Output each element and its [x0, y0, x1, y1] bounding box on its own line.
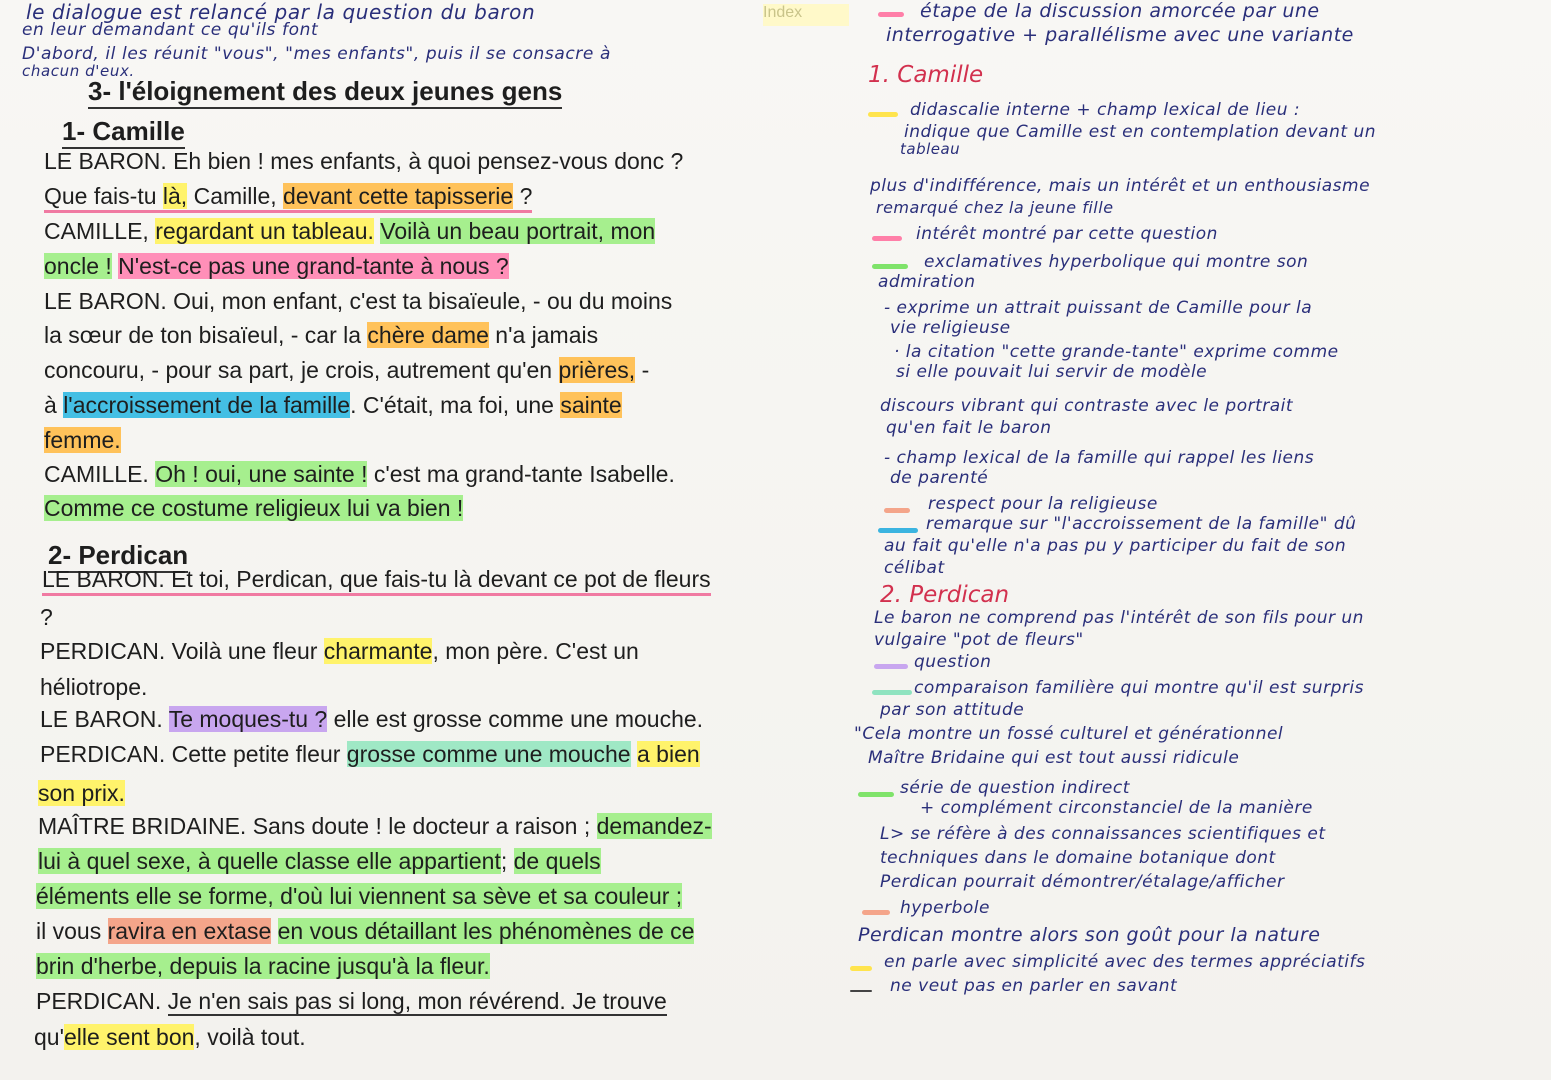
- legend-yellow-mark: [850, 966, 872, 971]
- highlight-pink: N'est-ce pas une grand-tante à nous ?: [118, 253, 509, 279]
- note-line: "Cela montre un fossé culturel et générationnel: [854, 724, 1284, 744]
- text-span: , voilà tout.: [194, 1024, 306, 1050]
- text-span: il vous: [36, 918, 108, 944]
- text-line: [40, 638, 639, 665]
- text-span: à: [44, 392, 64, 418]
- text-line: [38, 813, 712, 840]
- note-line: interrogative + parallélisme avec une variante: [886, 24, 1354, 46]
- text-span: elle est grosse comme une mouche.: [327, 706, 704, 732]
- note-line: étape de la discussion amorcée par une: [920, 0, 1320, 22]
- highlight-orange: femme.: [44, 427, 121, 453]
- highlight-green: de quels: [513, 848, 601, 874]
- subheading-perdican: 2- Perdican: [48, 540, 188, 573]
- highlight-yellow: elle sent bon: [63, 1024, 195, 1050]
- note-line: Perdican pourrait démontrer/étalage/afficher: [880, 872, 1285, 892]
- note-line: par son attitude: [880, 700, 1025, 720]
- text-line: [44, 461, 675, 488]
- legend-blue-mark: [878, 528, 918, 533]
- note-line: ne veut pas en parler en savant: [890, 976, 1178, 996]
- highlight-yellow: là,: [162, 183, 188, 209]
- text-span: Camille,: [187, 183, 284, 209]
- text-span: CAMILLE,: [44, 218, 156, 244]
- note-line: Perdican montre alors son goût pour la nature: [858, 924, 1321, 946]
- highlight-orange: chère dame: [367, 322, 489, 348]
- text-line: [38, 780, 125, 807]
- note-line: vulgaire "pot de fleurs": [874, 630, 1084, 650]
- note-line: - champ lexical de la famille qui rappel les liens: [884, 448, 1315, 468]
- legend-green-mark: [872, 264, 908, 269]
- text-span: c'est ma grand-tante Isabelle.: [367, 461, 675, 487]
- text-span: n'a jamais: [488, 322, 599, 348]
- highlight-green: en vous détaillant les phénomènes de ce: [277, 918, 695, 944]
- note-line: de parenté: [890, 468, 989, 488]
- highlight-green: demandez-: [596, 813, 712, 839]
- note-line: + complément circonstanciel de la manière: [920, 798, 1313, 818]
- text-span: MAÎTRE BRIDAINE. Sans doute ! le docteur a raison ;: [38, 813, 597, 839]
- top-note-1: le dialogue est relancé par la question du baron: [26, 0, 536, 24]
- text-line: [44, 357, 649, 384]
- text-line: [44, 392, 622, 419]
- notes-heading-perdican: 2. Perdican: [880, 582, 1010, 608]
- legend-pink-mark: [878, 12, 904, 17]
- text-span: la sœur de ton bisaïeul, - car la: [44, 322, 368, 348]
- note-line: hyperbole: [900, 898, 990, 918]
- note-line: admiration: [878, 272, 976, 292]
- note-line: si elle pouvait lui servir de modèle: [896, 362, 1208, 382]
- subheading-camille: 1- Camille: [62, 116, 185, 149]
- text-span: qu': [34, 1024, 64, 1050]
- legend-violet-mark: [874, 664, 908, 669]
- note-line: en parle avec simplicité avec des termes appréciatifs: [884, 952, 1366, 972]
- note-line: Le baron ne comprend pas l'intérêt de son fils pour un: [874, 608, 1364, 628]
- text-line: héliotrope.: [40, 674, 148, 700]
- section-title: 3- l'éloignement des deux jeunes gens: [88, 76, 562, 109]
- note-line: remarqué chez la jeune fille: [876, 198, 1114, 217]
- note-line: comparaison familière qui montre qu'il est surpris: [914, 678, 1364, 698]
- note-line: intérêt montré par cette question: [916, 224, 1218, 244]
- text-line: [36, 988, 667, 1015]
- text-span: [271, 918, 277, 944]
- note-line: - exprime un attrait puissant de Camille pour la: [884, 298, 1313, 318]
- text-span: ?: [513, 183, 533, 209]
- note-line: célibat: [884, 558, 945, 578]
- text-line: [44, 218, 655, 245]
- note-line: tableau: [900, 140, 961, 158]
- note-line: Maître Bridaine qui est tout aussi ridicule: [868, 748, 1240, 768]
- highlight-orange: sainte: [560, 392, 622, 418]
- highlight-yellow: a bien: [637, 741, 700, 767]
- note-line: indique que Camille est en contemplation devant un: [904, 122, 1376, 142]
- text-line: ?: [40, 604, 53, 630]
- highlight-yellow: charmante: [323, 638, 433, 664]
- highlight-green: Voilà un beau portrait, mon: [380, 218, 656, 244]
- highlight-green: Oh ! oui, une sainte !: [155, 461, 368, 487]
- text-line: [36, 918, 694, 945]
- text-line: [44, 183, 532, 213]
- handwritten-notes-column: [850, 0, 1551, 1080]
- highlight-green: oncle !: [44, 253, 112, 279]
- note-line: question: [914, 652, 992, 672]
- note-line: discours vibrant qui contraste avec le portrait: [880, 396, 1294, 416]
- text-line: [34, 1024, 306, 1051]
- highlight-green: brin d'herbe, depuis la racine jusqu'à la fleur.: [36, 953, 490, 979]
- note-line: L> se réfère à des connaissances scientifiques et: [880, 824, 1326, 844]
- legend-black-mark: [850, 990, 872, 992]
- note-line: qu'en fait le baron: [886, 418, 1052, 438]
- text-line: LE BARON. Eh bien ! mes enfants, à quoi pensez-vous donc ?: [44, 148, 684, 174]
- highlight-yellow: son prix.: [38, 780, 125, 806]
- top-note-4: chacun d'eux.: [22, 62, 135, 80]
- note-line: techniques dans le domaine botanique dont: [880, 848, 1276, 868]
- text-span: PERDICAN. Cette petite fleur: [40, 741, 347, 767]
- text-line: [44, 495, 463, 522]
- legend-green-mark: [858, 792, 894, 797]
- note-line: didascalie interne + champ lexical de lieu :: [910, 100, 1301, 120]
- text-span: -: [635, 357, 650, 383]
- text-line: [38, 848, 601, 875]
- text-line: [36, 953, 490, 980]
- text-span: concouru, - pour sa part, je crois, autrement qu'en: [44, 357, 559, 383]
- top-note-2: en leur demandant ce qu'ils font: [22, 20, 319, 40]
- text-line: [36, 883, 682, 910]
- note-line: plus d'indifférence, mais un intérêt et un enthousiasme: [870, 176, 1371, 196]
- text-line: [44, 322, 598, 349]
- highlight-green: éléments elle se forme, d'où lui viennent sa sève et sa couleur ;: [36, 883, 683, 909]
- note-line: · la citation "cette grande-tante" exprime comme: [894, 342, 1339, 362]
- note-line: remarque sur "l'accroissement de la famille" dû: [926, 514, 1357, 534]
- legend-yellow-mark: [868, 112, 898, 117]
- text-span: ;: [500, 848, 514, 874]
- text-span: . C'était, ma foi, une: [350, 392, 561, 418]
- text-span: Que fais-tu: [44, 183, 163, 209]
- top-note-3: D'abord, il les réunit "vous", "mes enfants", puis il se consacre à: [22, 44, 611, 64]
- legend-salmon-mark: [884, 508, 910, 513]
- text-line: [44, 253, 509, 280]
- note-line: au fait qu'elle n'a pas pu y participer du fait de son: [884, 536, 1347, 556]
- text-line: [40, 741, 700, 768]
- highlight-salmon: ravira en extase: [107, 918, 272, 944]
- highlight-teal: grosse comme une mouche: [346, 741, 631, 767]
- note-line: série de question indirect: [900, 778, 1130, 798]
- note-line: exclamatives hyperbolique qui montre son: [924, 252, 1309, 272]
- text-span: , mon père. C'est un: [432, 638, 639, 664]
- highlight-orange: devant cette tapisserie: [283, 183, 514, 209]
- highlight-violet: Te moques-tu ?: [168, 706, 328, 732]
- text-span: LE BARON.: [40, 706, 169, 732]
- highlight-green: Comme ce costume religieux lui va bien !: [44, 495, 464, 521]
- underlined-text: Je n'en sais pas si long, mon révérend. Je trouve: [167, 988, 667, 1014]
- text-span: PERDICAN. Voilà une fleur: [40, 638, 324, 664]
- text-line: LE BARON. Oui, mon enfant, c'est ta bisaïeule, - ou du moins: [44, 288, 673, 314]
- highlight-yellow: regardant un tableau.: [155, 218, 374, 244]
- text-line: [40, 706, 703, 733]
- highlight-green: lui à quel sexe, à quelle classe elle appartient: [38, 848, 501, 874]
- text-span: CAMILLE.: [44, 461, 156, 487]
- note-line: respect pour la religieuse: [928, 494, 1158, 514]
- notes-heading-camille: 1. Camille: [868, 62, 984, 88]
- legend-pink-mark: [872, 236, 902, 241]
- text-line: [44, 427, 121, 454]
- highlight-blue: l'accroissement de la famille: [63, 392, 351, 418]
- faded-index-tag: Index: [763, 4, 849, 26]
- text-line: LE BARON. Et toi, Perdican, que fais-tu là devant ce pot de fleurs: [42, 566, 711, 596]
- highlight-orange: prières,: [558, 357, 636, 383]
- note-line: vie religieuse: [890, 318, 1011, 338]
- text-span: PERDICAN.: [36, 988, 168, 1014]
- legend-salmon-mark: [862, 910, 890, 915]
- legend-teal-mark: [872, 690, 912, 695]
